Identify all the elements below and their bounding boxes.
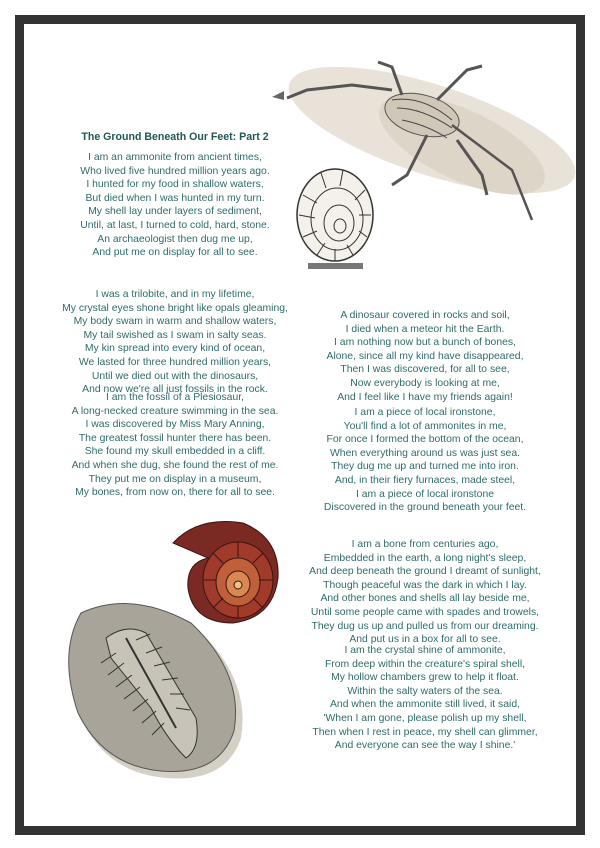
poem-line: You'll find a lot of ammonites in me, (343, 420, 507, 432)
poem-line: And put me on display for all to see. (92, 247, 258, 259)
poem-line: When everything around us was just sea. (329, 447, 521, 459)
stanza-ironstone (300, 406, 550, 515)
poem-line: Until some people came with spades and trowels, (310, 606, 540, 618)
poem-line: She found my skull embedded in a cliff. (84, 446, 266, 458)
stanza-bone (300, 538, 550, 647)
poem-line: My bones, from now on, there for all to see. (75, 487, 275, 499)
poem-line: They put me on display in a museum, (88, 473, 262, 485)
poem-line: From deep within the creature's spiral shell, (324, 658, 526, 670)
poem-line: But died when I was hunted in my turn. (85, 192, 265, 204)
poem-line: My hollow chambers grew to help it float. (331, 672, 519, 684)
poem-line: I am a bone from centuries ago, (351, 539, 499, 550)
poem-line: Though peaceful was the dark in which I lay. (323, 579, 527, 591)
poem-line: I am the crystal shine of ammonite, (344, 645, 506, 656)
poem-line: Alone, since all my kind have disappeared, (326, 350, 524, 362)
poem-line: The greatest fossil hunter there has been. (78, 432, 272, 444)
poem-line: And when the ammonite still lived, it said, (329, 699, 520, 711)
poem-line: I was discovered by Miss Mary Anning, (85, 419, 265, 431)
poem-line: For once I formed the bottom of the ocean, (326, 434, 524, 446)
poem-line: Now everybody is looking at me, (350, 377, 500, 389)
poem-line: And when she dug, she found the rest of me. (71, 459, 279, 471)
poem-line: I hunted for my food in shallow waters, (86, 179, 264, 191)
poem-line: I am a piece of local ironstone (355, 488, 495, 500)
poem-line: They dug us up and pulled us from our dreaming. (311, 620, 539, 632)
poem-line: My tail swished as I swam in salty seas. (83, 329, 267, 341)
poem-line: Embedded in the earth, a long night's sleep, (323, 552, 527, 564)
poem-line: My crystal eyes shone bright like opals gleaming, (62, 302, 288, 314)
poem-line: I am the fossil of a Plesiosaur, (105, 392, 245, 403)
poem-line: Then I was discovered, for all to see, (340, 364, 510, 376)
poem-line: And everyone can see the way I shine.' (334, 740, 516, 752)
poem-line: I was a trilobite, and in my lifetime, (95, 289, 255, 300)
ammonite-sketch-illustration (293, 165, 378, 273)
poem-line: We lasted for three hundred million years, (78, 356, 272, 368)
poem-line: My body swam in warm and shallow waters, (73, 316, 277, 328)
poem-line: And other bones and shells all lay beside me, (320, 593, 530, 605)
poem-line: And I feel like I have my friends again! (337, 391, 513, 403)
trilobite-fossil-illustration (56, 598, 252, 784)
poem-line: Discovered in the ground beneath your feet. (323, 502, 527, 514)
poem-line: Within the salty waters of the sea. (347, 685, 503, 697)
poem-line: And, in their fiery furnaces, made steel, (334, 474, 516, 486)
poem-line: And put us in a box for all to see. (349, 634, 501, 646)
poem-line: I am a piece of local ironstone, (354, 407, 496, 418)
poem-line: And deep beneath the ground I dreamt of sunlight, (309, 566, 541, 578)
stanza-crystal-ammonite (300, 644, 550, 753)
poem-line: They dug me up and turned me into iron. (331, 461, 519, 473)
poem-line: Then when I rest in peace, my shell can glimmer, (312, 726, 538, 738)
stanza-ammonite (55, 151, 295, 260)
poem-line: I am nothing now but a bunch of bones, (334, 337, 516, 349)
poem-line: I am an ammonite from ancient times, (88, 152, 262, 163)
poem-line: A long-necked creature swimming in the sea. (71, 405, 279, 417)
poem-line: 'When I am gone, please polish up my shell, (323, 712, 527, 724)
poem-line: Until, at last, I turned to cold, hard, stone. (80, 219, 270, 231)
stanza-dinosaur (300, 309, 550, 404)
poem-line: A dinosaur covered in rocks and soil, (340, 310, 510, 321)
stanza-plesiosaur (45, 391, 305, 500)
poem-title: The Ground Beneath Our Feet: Part 2 (81, 131, 269, 143)
poem-line: Until we died out with the dinosaurs, (91, 370, 259, 382)
poem-line: An archaeologist then dug me up, (97, 233, 253, 245)
poem-line: Who lived five hundred million years ago. (80, 165, 270, 177)
poem-line: My kin spread into every kind of ocean, (84, 343, 266, 355)
poem-line: And now we're all just fossils in the rock. (82, 384, 268, 396)
poem-line: I died when a meteor hit the Earth. (345, 323, 505, 335)
poem-line: My shell lay under layers of sediment, (88, 206, 262, 218)
stanza-trilobite (45, 288, 305, 397)
